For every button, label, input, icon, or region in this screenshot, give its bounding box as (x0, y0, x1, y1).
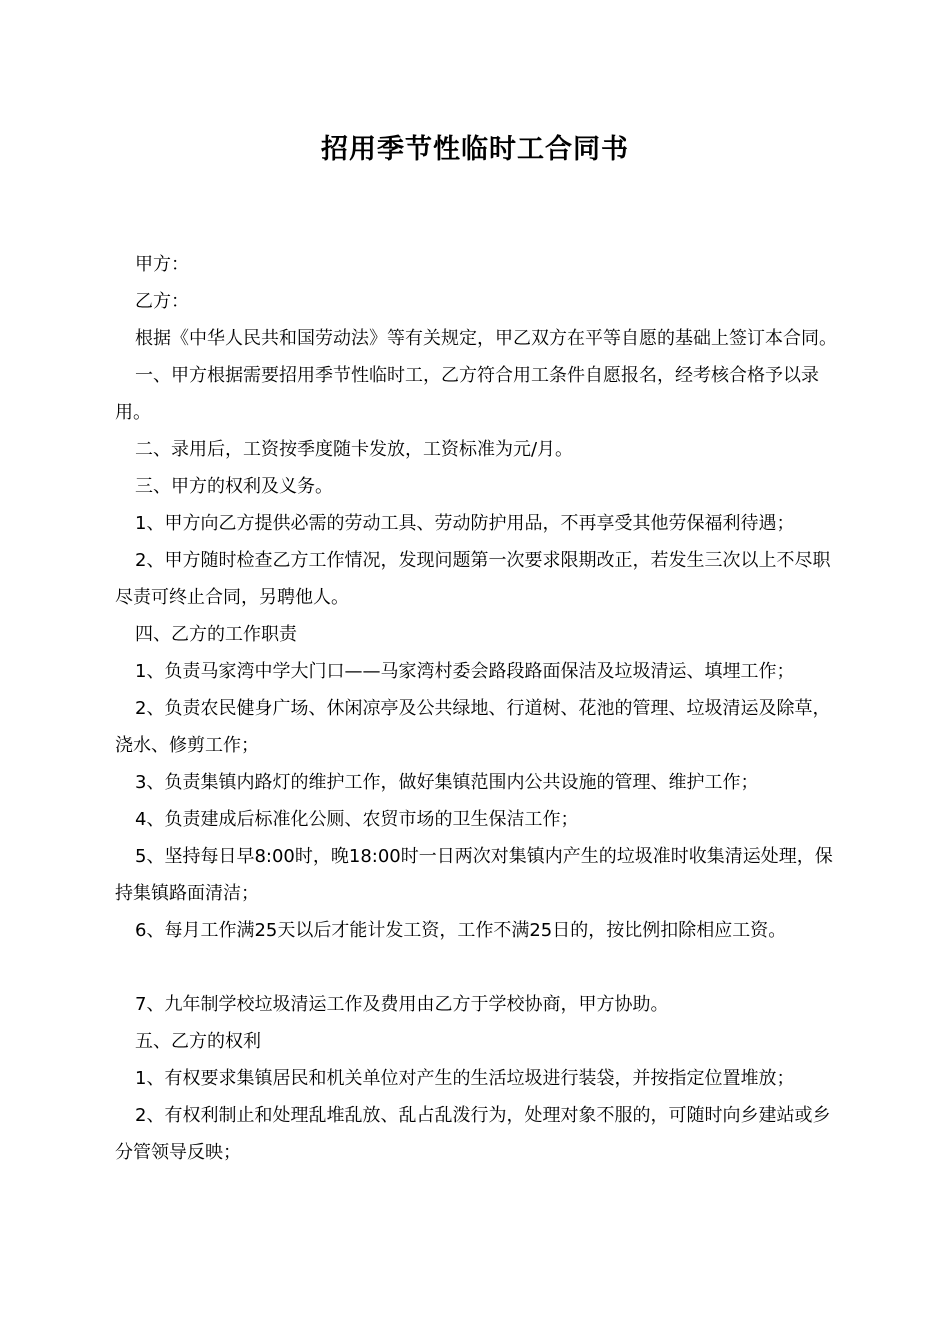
clause-3-item-1: 1、甲方向乙方提供必需的劳动工具、劳动防护用品，不再享受其他劳保福利待遇； (135, 513, 795, 534)
preamble-paragraph: 根据《中华人民共和国劳动法》等有关规定，甲乙双方在平等自愿的基础上签订本合同。 (135, 328, 837, 349)
clause-1: 一、甲方根据需要招用季节性临时工，乙方符合用工条件自愿报名，经考核合格予以录用。 (115, 365, 819, 423)
clause-5-item-1: 1、有权要求集镇居民和机关单位对产生的生活垃圾进行装袋，并按指定位置堆放； (135, 1068, 795, 1089)
clause-5-item-2: 2、有权利制止和处理乱堆乱放、乱占乱泼行为，处理对象不服的，可随时向乡建站或乡分管领导反映； (115, 1105, 831, 1163)
clause-4-item-5: 5、坚持每日早8:00时，晚18:00时一日两次对集镇内产生的垃圾准时收集清运处理，保持集镇路面清洁； (115, 846, 833, 904)
section-heading-5: 五、乙方的权利 (135, 1031, 261, 1052)
clause-4-item-6: 6、每月工作满25天以后才能计发工资，工作不满25日的，按比例扣除相应工资。 (135, 920, 787, 941)
blank-line (115, 949, 840, 986)
clause-4-item-7: 7、九年制学校垃圾清运工作及费用由乙方于学校协商，甲方协助。 (135, 994, 669, 1015)
clause-4-item-4: 4、负责建成后标准化公厕、农贸市场的卫生保洁工作； (135, 809, 579, 830)
clause-4-item-1: 1、负责马家湾中学大门口——马家湾村委会路段路面保洁及垃圾清运、填埋工作； (135, 661, 795, 682)
document-title: 招用季节性临时工合同书 (321, 134, 629, 165)
document-body (115, 246, 840, 1171)
party-b-line: 乙方： (135, 291, 189, 312)
section-heading-3: 三、甲方的权利及义务。 (135, 476, 333, 497)
clause-2: 二、录用后，工资按季度随卡发放，工资标准为元/月。 (135, 439, 574, 460)
section-heading-4: 四、乙方的工作职责 (135, 624, 297, 645)
clause-3-item-2: 2、甲方随时检查乙方工作情况，发现问题第一次要求限期改正，若发生三次以上不尽职尽责可终止合同，另聘他人。 (115, 550, 831, 608)
clause-4-item-3: 3、负责集镇内路灯的维护工作，做好集镇范围内公共设施的管理、维护工作； (135, 772, 759, 793)
party-a-line: 甲方： (135, 254, 189, 275)
clause-4-item-2: 2、负责农民健身广场、休闲凉亭及公共绿地、行道树、花池的管理、垃圾清运及除草，浇水、修剪工作； (115, 698, 831, 756)
